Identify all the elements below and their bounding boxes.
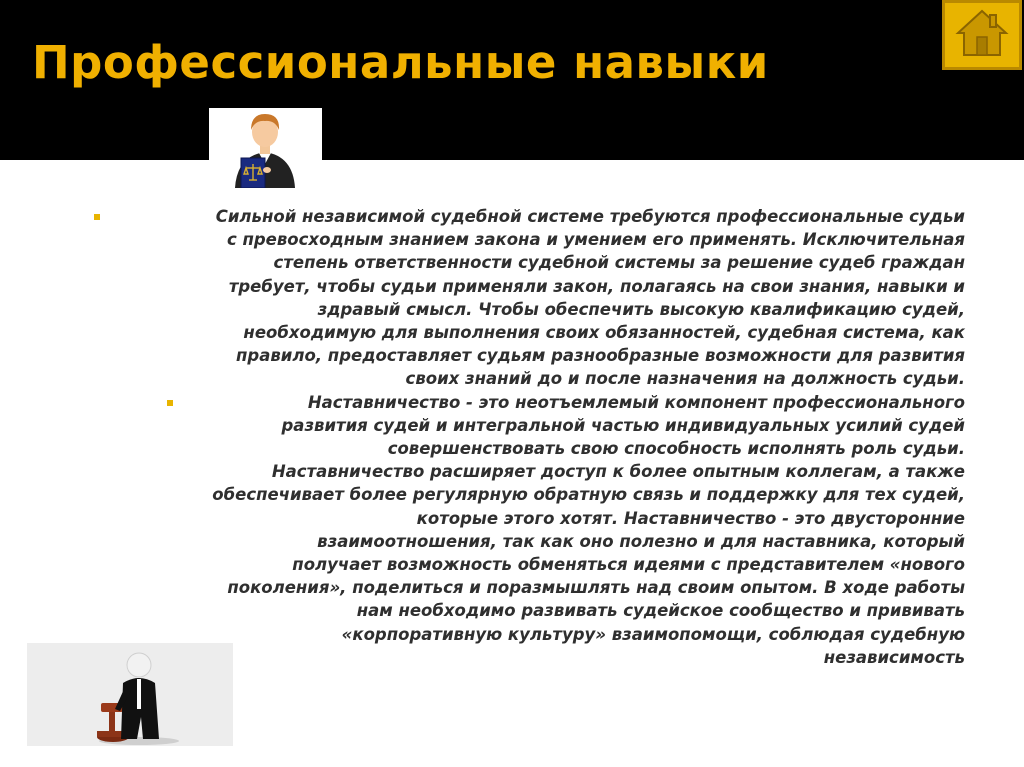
text-line: нам необходимо развивать судейское сообщество и прививать [356, 601, 965, 621]
text-line: развития судей и интегральной частью индивидуальных усилий судей [281, 415, 965, 435]
text-line: требует, чтобы судьи применяли закон, полагаясь на свои знания, навыки и [228, 276, 965, 296]
slide-title: Профессиональные навыки [32, 36, 769, 89]
text-line: своих знаний до и после назначения на должность судьи. [405, 369, 965, 389]
header-bar [0, 0, 1024, 160]
text-line: правило, предоставляет судьям разнообразные возможности для развития [236, 346, 965, 366]
paragraph-mentorship [120, 391, 965, 669]
bullet-marker [94, 214, 100, 220]
text-line: поколения», поделиться и поразмышлять над своим опытом. В ходе работы [227, 578, 965, 598]
text-line: обеспечивает более регулярную обратную связь и поддержку для тех судей, [212, 485, 965, 505]
home-button[interactable] [942, 0, 1022, 70]
text-line: получает возможность обменяться идеями с представителем «нового [292, 555, 965, 575]
home-icon [954, 7, 1010, 63]
text-line: «корпоративную культуру» взаимопомощи, соблюдая судебную [341, 624, 965, 644]
text-line: совершенствовать свою способность исполнять роль судьи. [387, 439, 965, 459]
text-line: Наставничество - это неотъемлемый компонент профессионального [307, 392, 965, 412]
text-line: здравый смысл. Чтобы обеспечить высокую квалификацию судей, [317, 299, 965, 319]
text-line: с превосходным знанием закона и умением его применять. Исключительная [226, 230, 965, 250]
text-line: Сильной независимой судебной системе требуются профессиональные судьи [215, 207, 965, 226]
text-line: Наставничество расширяет доступ к более опытным коллегам, а также [271, 462, 965, 482]
text-line: взаимоотношения, так как оно полезно и для наставника, который [317, 531, 965, 551]
text-line: степень ответственности судебной системы за решение судеб граждан [273, 253, 965, 273]
text-line: необходимую для выполнения своих обязанностей, судебная система, как [243, 323, 965, 343]
text-line: независимость [823, 647, 965, 667]
text-line: которые этого хотят. Наставничество - это двусторонние [416, 508, 965, 528]
paragraph-judicial-skills [120, 205, 965, 391]
judge-book-image [209, 108, 322, 188]
slide-body [120, 205, 965, 669]
